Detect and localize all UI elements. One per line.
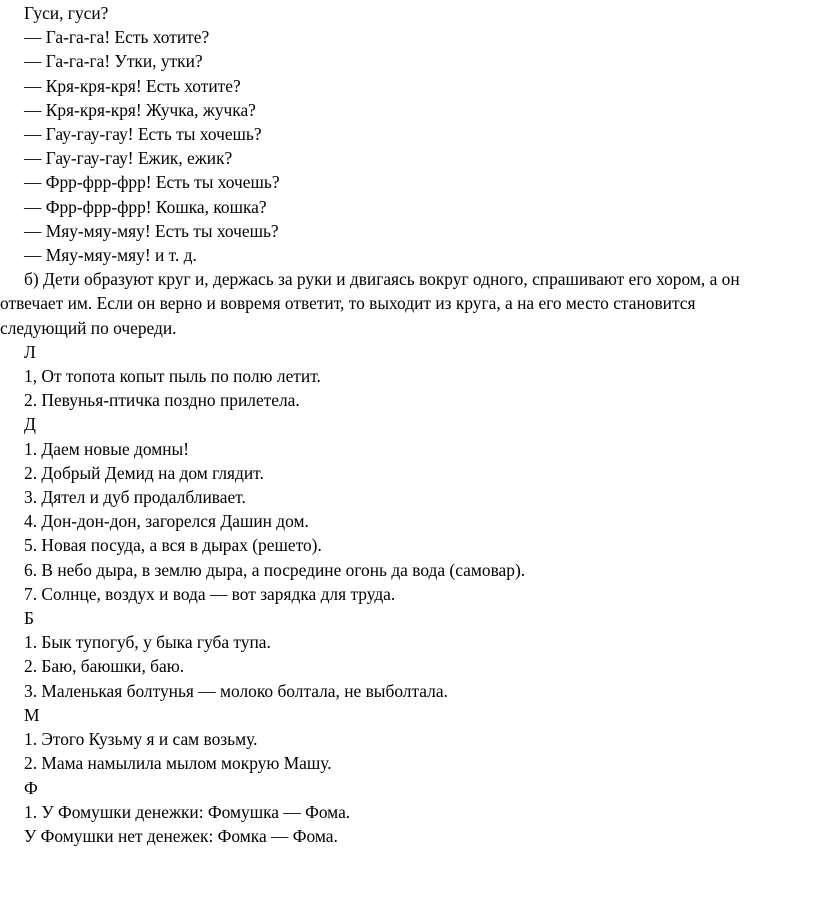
dialogue-line: — Мяу-мяу-мяу! Есть ты хочешь?: [24, 220, 279, 241]
list-item: 1. Бык тупогуб, у быка губа тупа.: [24, 632, 271, 653]
section-heading: Д: [24, 414, 36, 435]
dialogue-line: — Кря-кря-кря! Есть хотите?: [24, 75, 241, 96]
dialogue-line: — Га-га-га! Утки, утки?: [24, 51, 203, 72]
dialogue-block: [0, 1, 816, 267]
list-item: 2. Добрый Демид на дом глядит.: [24, 462, 264, 483]
instruction-paragraph: [0, 267, 816, 340]
section-heading: Ф: [24, 777, 38, 798]
section-heading: Л: [24, 341, 36, 362]
list-item: 5. Новая посуда, а вся в дырах (решето).: [24, 535, 322, 556]
list-item: 4. Дон-дон-дон, загорелся Дашин дом.: [24, 511, 309, 532]
dialogue-line: — Фрр-фрр-фрр! Есть ты хочешь?: [24, 172, 280, 193]
list-item: 3. Дятел и дуб продалбливает.: [24, 487, 246, 508]
list-item: 1, От топота копыт пыль по полю летит.: [24, 366, 321, 387]
dialogue-line: — Мяу-мяу-мяу! и т. д.: [24, 245, 197, 266]
list-item: 2. Баю, баюшки, баю.: [24, 656, 185, 677]
list-item: У Фомушки нет денежек: Фомка — Фома.: [24, 825, 338, 846]
list-item: 1. Даем новые домны!: [24, 438, 190, 459]
dialogue-line: — Га-га-га! Есть хотите?: [24, 27, 210, 48]
paragraph-line: следующий по очереди.: [0, 317, 177, 338]
dialogue-line: — Гау-гау-гау! Ежик, ежик?: [24, 148, 233, 169]
list-item: 7. Солнце, воздух и вода — вот зарядка для труда.: [24, 583, 396, 604]
list-item: 6. В небо дыра, в землю дыра, а посредине огонь да вода (самовар).: [24, 559, 526, 580]
section-heading: М: [24, 704, 40, 725]
dialogue-line: Гуси, гуси?: [24, 3, 109, 23]
dialogue-line: — Кря-кря-кря! Жучка, жучка?: [24, 99, 256, 120]
list-item: 3. Маленькая болтунья — молоко болтала, не выболтала.: [24, 680, 448, 701]
list-item: 2. Певунья-птичка поздно прилетела.: [24, 390, 300, 411]
document-page: [0, 1, 816, 848]
paragraph-line: отвечает им. Если он верно и вовремя ответит, то выходит из круга, а на его место становится: [0, 293, 696, 314]
section-heading: Б: [24, 608, 34, 629]
paragraph-line: б) Дети образуют круг и, держась за руки и двигаясь вокруг одного, спрашивают его хором, а он: [24, 269, 740, 290]
dialogue-line: — Фрр-фрр-фрр! Кошка, кошка?: [24, 196, 267, 217]
list-item: 2. Мама намылила мылом мокрую Машу.: [24, 753, 332, 774]
dialogue-line: — Гау-гау-гау! Есть ты хочешь?: [24, 124, 262, 145]
tongue-twister-sections: [0, 340, 816, 848]
list-item: 1. Этого Кузьму я и сам возьму.: [24, 729, 258, 750]
list-item: 1. У Фомушки денежки: Фомушка — Фома.: [24, 801, 351, 822]
